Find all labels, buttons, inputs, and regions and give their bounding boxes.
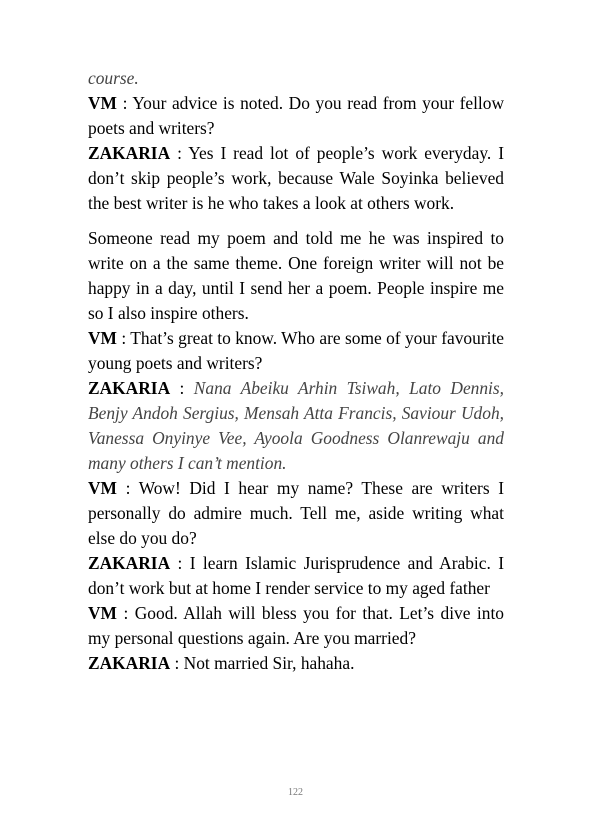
paragraph-course xyxy=(88,66,504,91)
speaker-separator: : xyxy=(116,328,131,348)
paragraph-zakaria-3 xyxy=(88,551,504,601)
speaker-separator: : xyxy=(170,553,190,573)
paragraph-text: Nana Abeiku Arhin Tsiwah, Lato Dennis, Benjy Andoh Sergius, Mensah Atta Francis, Saviour Udoh, Vanessa Onyinye Vee, Ayoola Goodness Olanrewaju and many others I can’t mention. xyxy=(88,378,504,473)
paragraph-text: Good. Allah will bless you for that. Let’s dive into my personal questions again. Are you married? xyxy=(88,603,504,648)
speaker-separator: : xyxy=(170,143,189,163)
paragraph-text: Yes I read lot of people’s work everyday. I don’t skip people’s work, because Wale Soyinka believed the best writer is he who takes a look at others work. xyxy=(88,143,504,213)
speaker-label: VM xyxy=(88,478,117,498)
paragraph-zakaria-2 xyxy=(88,376,504,476)
paragraph-zakaria-1 xyxy=(88,141,504,216)
speaker-label: VM xyxy=(88,93,117,113)
speaker-label: ZAKARIA xyxy=(88,378,171,398)
paragraph-text: course. xyxy=(88,68,139,88)
speaker-label: VM xyxy=(88,328,117,348)
paragraph-text: Not married Sir, hahaha. xyxy=(183,653,355,673)
paragraph-vm-3 xyxy=(88,476,504,551)
speaker-separator: : xyxy=(116,93,133,113)
page-number: 122 xyxy=(288,787,303,798)
speaker-label: ZAKARIA xyxy=(88,143,171,163)
speaker-label: ZAKARIA xyxy=(88,653,171,673)
speaker-label: ZAKARIA xyxy=(88,553,171,573)
speaker-separator: : xyxy=(116,603,135,623)
paragraph-zakaria-4 xyxy=(88,651,504,676)
speaker-separator: : xyxy=(170,653,184,673)
paragraph-text: I learn Islamic Jurisprudence and Arabic. I don’t work but at home I render service to my aged father xyxy=(88,553,504,598)
speaker-label: VM xyxy=(88,603,117,623)
paragraph-text: Wow! Did I hear my name? These are writers I personally do admire much. Tell me, aside writing what else do you do? xyxy=(88,478,504,548)
paragraph-text: Your advice is noted. Do you read from your fellow poets and writers? xyxy=(88,93,504,138)
paragraph-vm-1 xyxy=(88,91,504,141)
paragraph-vm-2 xyxy=(88,326,504,376)
paragraph-continuation xyxy=(88,226,504,326)
speaker-separator: : xyxy=(170,378,194,398)
document-page xyxy=(88,66,504,676)
speaker-separator: : xyxy=(116,478,139,498)
paragraph-text: Someone read my poem and told me he was inspired to write on a the same theme. One foreign writer will not be happy in a day, until I send her a poem. People inspire me so I also inspire others. xyxy=(88,228,504,323)
paragraph-vm-4 xyxy=(88,601,504,651)
paragraph-text: That’s great to know. Who are some of your favourite young poets and writers? xyxy=(88,328,504,373)
